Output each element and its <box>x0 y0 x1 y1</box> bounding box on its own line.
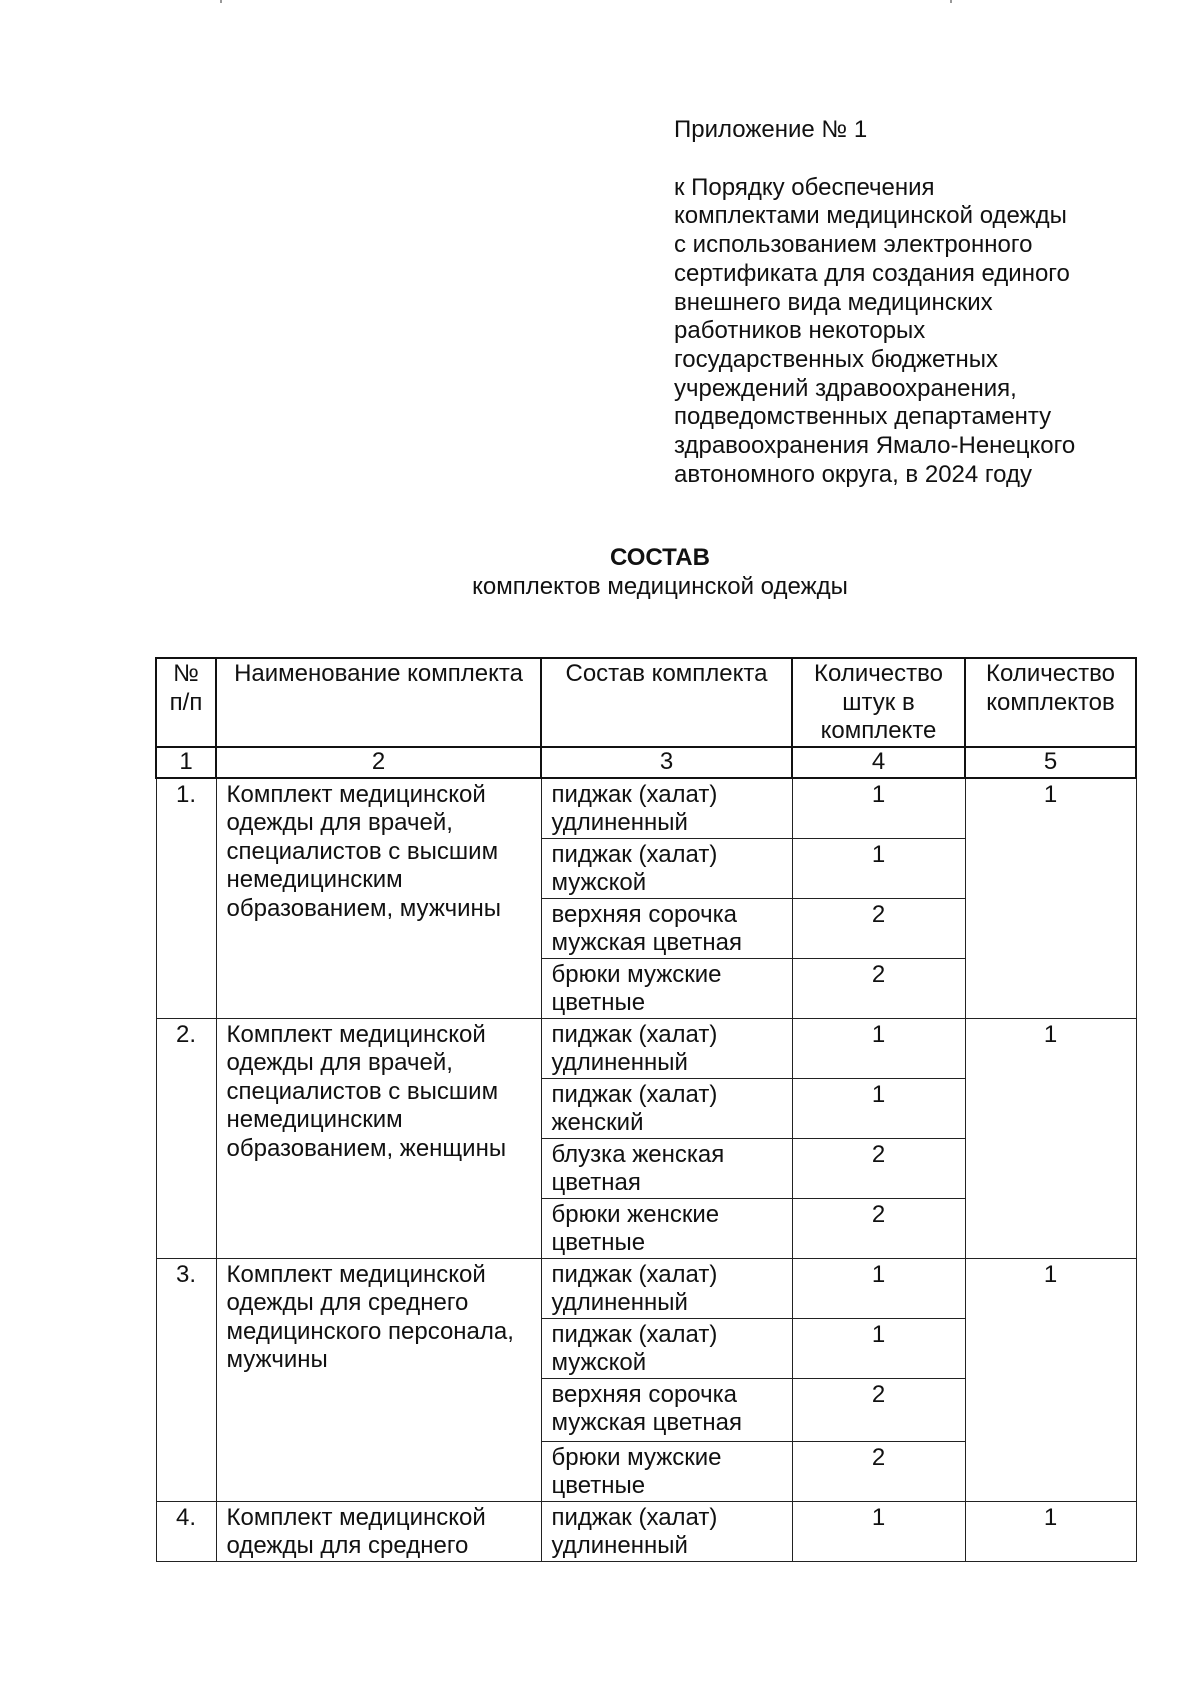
appendix-line: учреждений здравоохранения, <box>674 374 1017 402</box>
appendix-line: государственных бюджетных <box>674 345 999 373</box>
set-item: брюки мужские цветные <box>541 1441 792 1501</box>
set-item: пиджак (халат) мужской <box>541 838 792 898</box>
table-row <box>156 1501 1136 1561</box>
sets-count: 1 <box>965 778 1136 1019</box>
item-quantity: 2 <box>792 1138 965 1198</box>
header-pieces-per-set: Количество штук в комплекте <box>792 658 965 747</box>
page-top-edge-marks <box>150 0 950 2</box>
appendix-line: внешнего вида медицинских <box>674 288 993 316</box>
column-number: 4 <box>792 747 965 778</box>
row-number: 3. <box>156 1258 216 1501</box>
set-item: пиджак (халат) удлиненный <box>541 1258 792 1318</box>
column-number: 3 <box>541 747 792 778</box>
appendix-line: к Порядку обеспечения <box>674 173 935 201</box>
set-item: пиджак (халат) удлиненный <box>541 1018 792 1078</box>
appendix-line: с использованием электронного <box>674 231 1033 259</box>
edge-mark <box>220 0 222 3</box>
appendix-block <box>674 116 1144 489</box>
header-set-name: Наименование комплекта <box>216 658 541 747</box>
set-name: Комплект медицинской одежды для врачей, специалистов с высшим немедицинским образованием, женщины <box>216 1018 541 1258</box>
header-sets-count: Количество комплектов <box>965 658 1136 747</box>
set-item: брюки женские цветные <box>541 1198 792 1258</box>
item-quantity: 1 <box>792 1258 965 1318</box>
item-quantity: 2 <box>792 958 965 1018</box>
row-number: 4. <box>156 1501 216 1561</box>
table-header-row <box>156 658 1136 747</box>
column-number: 2 <box>216 747 541 778</box>
appendix-line: здравоохранения Ямало-Ненецкого <box>674 432 1076 460</box>
item-quantity: 1 <box>792 1318 965 1378</box>
set-item: пиджак (халат) женский <box>541 1078 792 1138</box>
item-quantity: 1 <box>792 1078 965 1138</box>
row-number: 1. <box>156 778 216 1019</box>
set-name: Комплект медицинской одежды для врачей, специалистов с высшим немедицинским образованием, мужчины <box>216 778 541 1019</box>
set-item: пиджак (халат) удлиненный <box>541 778 792 839</box>
appendix-line: подведомственных департаменту <box>674 403 1052 431</box>
item-quantity: 2 <box>792 1198 965 1258</box>
set-name: Комплект медицинской одежды для среднего медицинского персонала, мужчины <box>216 1258 541 1501</box>
item-quantity: 1 <box>792 838 965 898</box>
heading-subtitle: комплектов медицинской одежды <box>472 573 848 600</box>
sets-count: 1 <box>965 1501 1136 1561</box>
sets-count: 1 <box>965 1258 1136 1501</box>
item-quantity: 2 <box>792 1441 965 1501</box>
item-quantity: 1 <box>792 1018 965 1078</box>
header-number: № п/п <box>156 658 216 747</box>
table-row <box>156 1018 1136 1078</box>
row-number: 2. <box>156 1018 216 1258</box>
appendix-line: комплектами медицинской одежды <box>674 202 1067 230</box>
item-quantity: 1 <box>792 778 965 839</box>
appendix-title: Приложение № 1 <box>674 116 868 143</box>
set-item: верхняя сорочка мужская цветная <box>541 1378 792 1441</box>
composition-table <box>155 657 1137 1562</box>
appendix-line: сертификата для создания единого <box>674 259 1070 287</box>
set-item: верхняя сорочка мужская цветная <box>541 898 792 958</box>
item-quantity: 2 <box>792 898 965 958</box>
set-item: блузка женская цветная <box>541 1138 792 1198</box>
appendix-text <box>674 174 1144 490</box>
set-item: брюки мужские цветные <box>541 958 792 1018</box>
sets-count: 1 <box>965 1018 1136 1258</box>
header-set-composition: Состав комплекта <box>541 658 792 747</box>
table-column-numbers-row <box>156 747 1136 778</box>
item-quantity: 1 <box>792 1501 965 1561</box>
column-number: 5 <box>965 747 1136 778</box>
edge-mark <box>950 0 952 3</box>
set-item: пиджак (халат) удлиненный <box>541 1501 792 1561</box>
document-heading <box>0 543 1200 601</box>
set-name: Комплект медицинской одежды для среднего <box>216 1501 541 1561</box>
table-row <box>156 1258 1136 1318</box>
column-number: 1 <box>156 747 216 778</box>
item-quantity: 2 <box>792 1378 965 1441</box>
set-item: пиджак (халат) мужской <box>541 1318 792 1378</box>
appendix-line: работников некоторых <box>674 317 926 345</box>
table-row <box>156 778 1136 839</box>
appendix-line: автономного округа, в 2024 году <box>674 460 1032 488</box>
heading-title: СОСТАВ <box>610 544 710 571</box>
